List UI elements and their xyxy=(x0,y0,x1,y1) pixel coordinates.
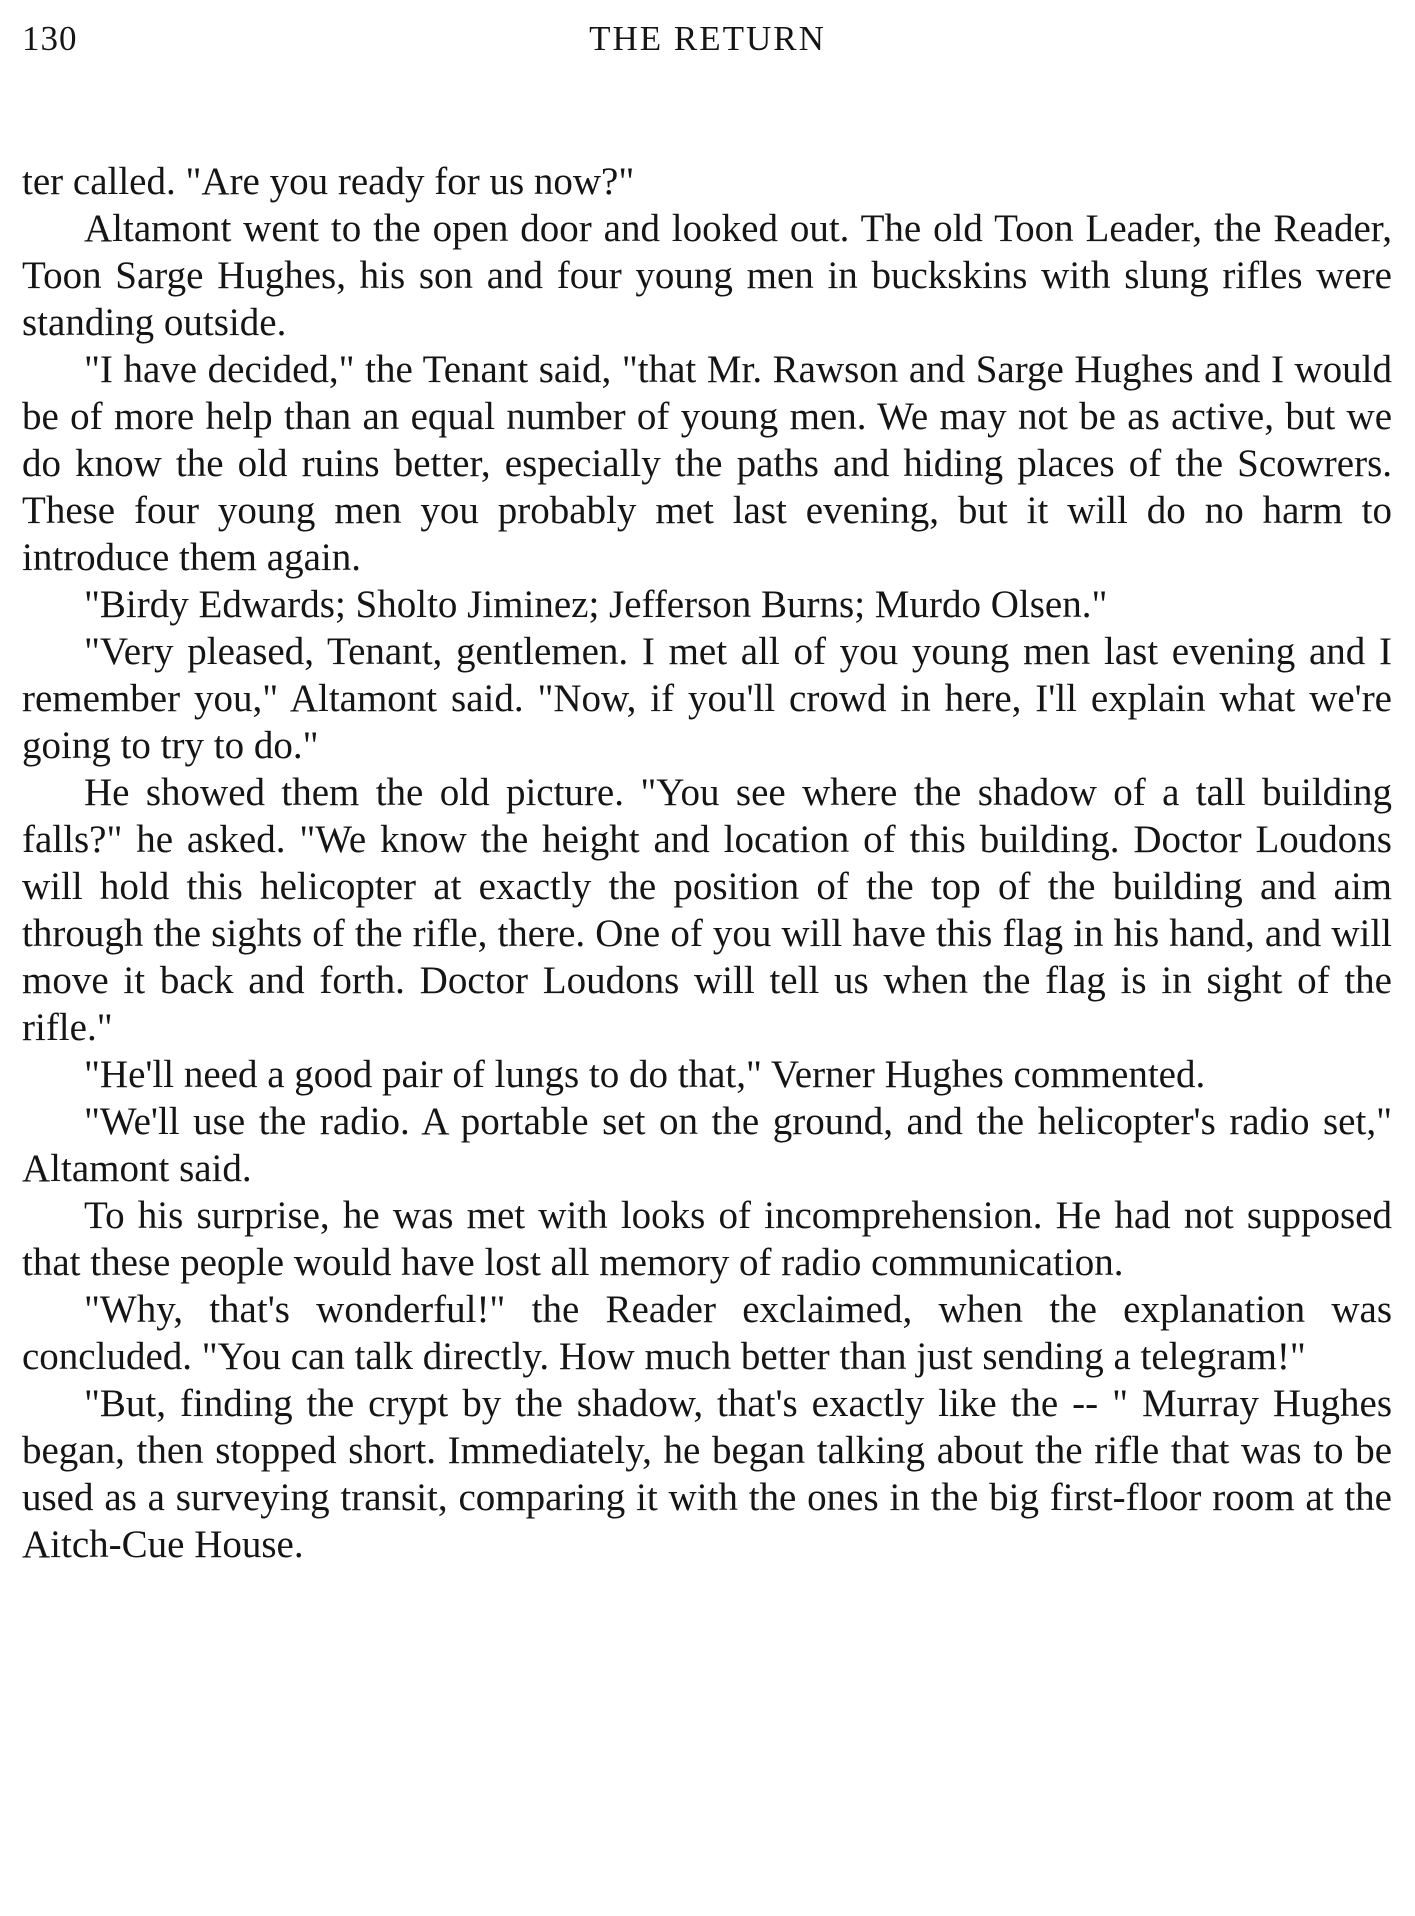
page-header xyxy=(22,14,1393,64)
paragraph: To his surprise, he was met with looks of incomprehension. He had not supposed that these people would have lost all memory of radio communication. xyxy=(22,1194,1392,1284)
page-number: 130 xyxy=(22,19,78,58)
paragraph: "We'll use the radio. A portable set on the ground, and the helicopter's radio set," Altamont said. xyxy=(22,1100,1392,1190)
paragraph: "Why, that's wonderful!" the Reader exclaimed, when the explanation was concluded. "You can talk directly. How much better than just sending a telegram!" xyxy=(22,1288,1392,1378)
body-text xyxy=(22,158,1392,1568)
paragraph: "I have decided," the Tenant said, "that Mr. Rawson and Sarge Hughes and I would be of more help than an equal number of young men. We may not be as active, but we do know the old ruins better, especially the paths and hiding places of the Scowrers. These four young men you probably met last evening, but it will do no harm to introduce them again. xyxy=(22,348,1392,579)
paragraph: He showed them the old picture. "You see where the shadow of a tall building falls?" he asked. "We know the height and location of this building. Doctor Loudons will hold this helicopter at exactly the position of the top of the building and aim through the sights of the rifle, there. One of you will have this flag in his hand, and will move it back and forth. Doctor Loudons will tell us when the flag is in sight of the rifle." xyxy=(22,771,1392,1049)
running-head: THE RETURN xyxy=(589,19,826,58)
paragraph-continuation: ter called. "Are you ready for us now?" xyxy=(22,160,635,203)
paragraph: Altamont went to the open door and looked out. The old Toon Leader, the Reader, Toon Sarge Hughes, his son and four young men in buckskins with slung rifles were standing outside. xyxy=(22,207,1392,344)
paragraph: "Very pleased, Tenant, gentlemen. I met all of you young men last evening and I remember you," Altamont said. "Now, if you'll crowd in here, I'll explain what we're going to try to do." xyxy=(22,630,1392,767)
paragraph: "But, finding the crypt by the shadow, that's exactly like the -- " Murray Hughes began, then stopped short. Immediately, he began talking about the rifle that was to be used as a surveying transit, comparing it with the ones in the big first-floor room at the Aitch-Cue House. xyxy=(22,1382,1392,1566)
paragraph: "He'll need a good pair of lungs to do that," Verner Hughes commented. xyxy=(84,1053,1206,1096)
paragraph: "Birdy Edwards; Sholto Jiminez; Jefferson Burns; Murdo Olsen." xyxy=(84,583,1108,626)
